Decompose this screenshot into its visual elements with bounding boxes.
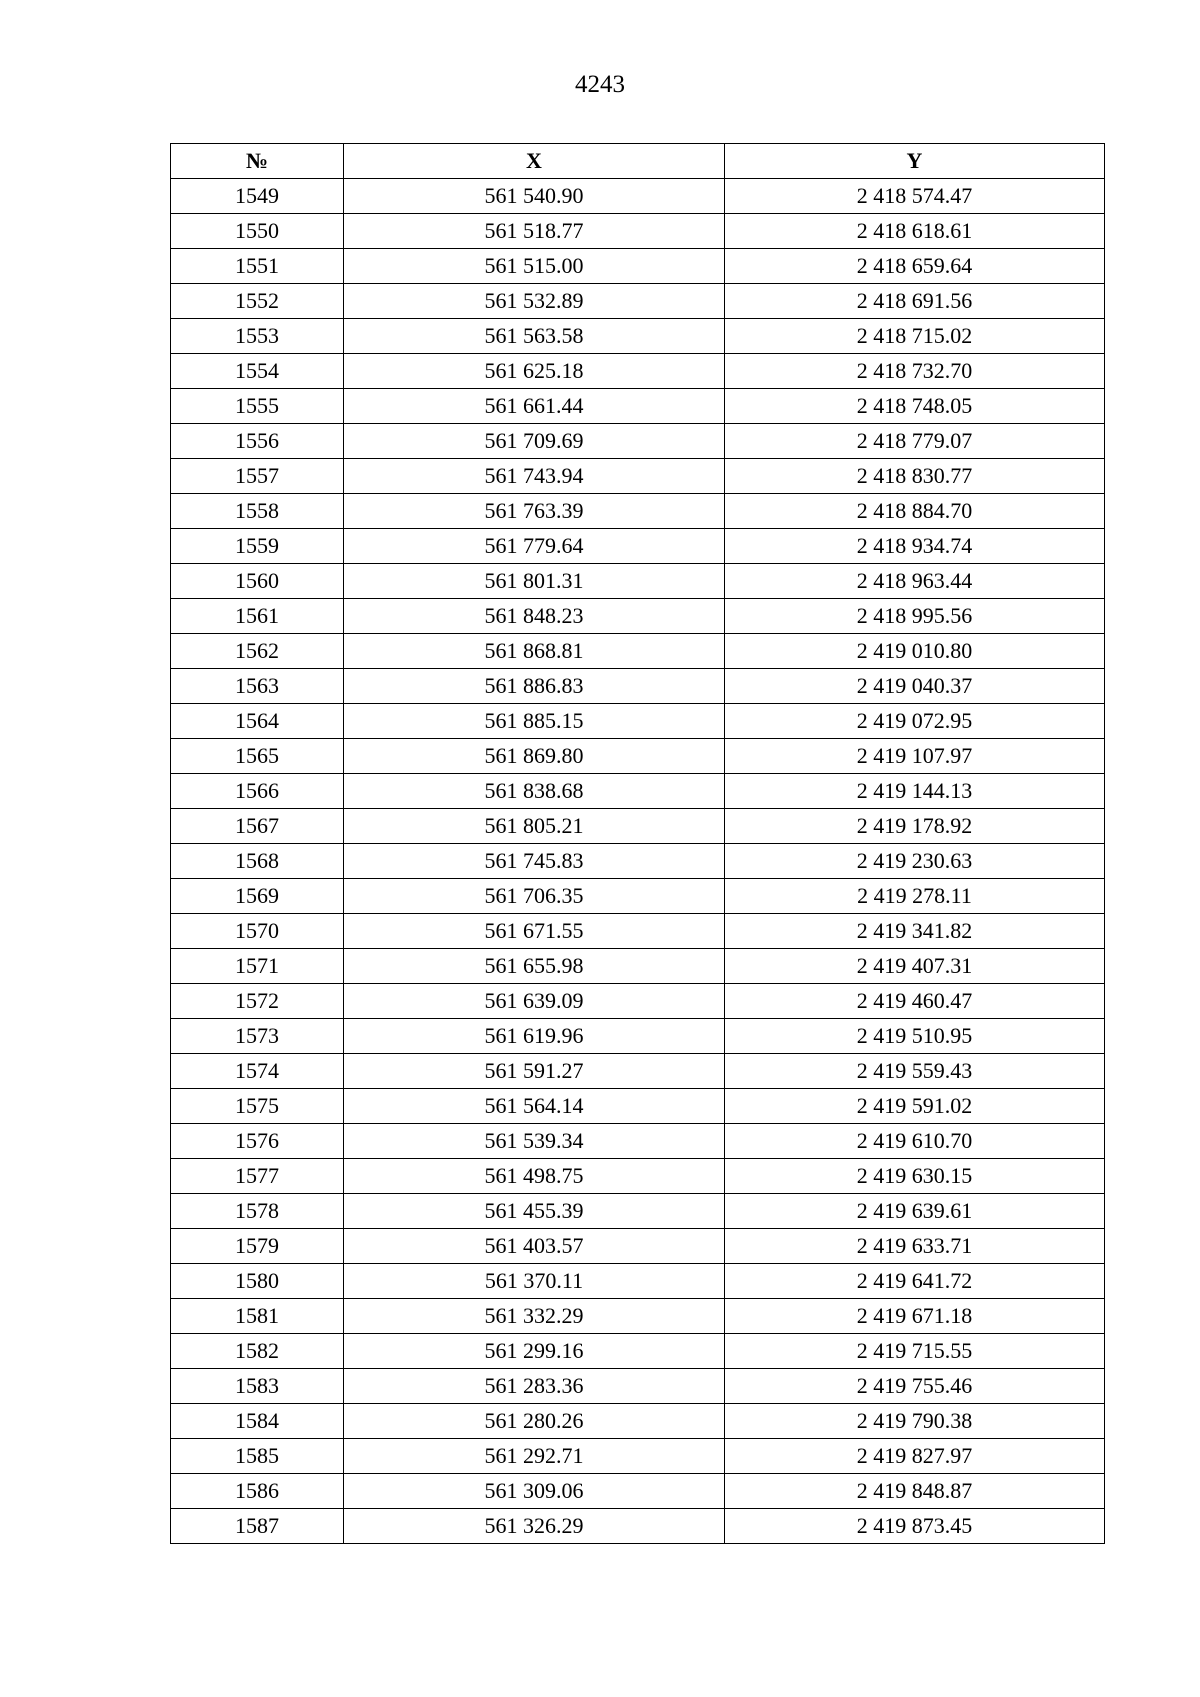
cell-x: 561 309.06 <box>344 1474 725 1509</box>
table-row <box>171 1404 1105 1439</box>
cell-number: 1586 <box>171 1474 344 1509</box>
table-row <box>171 1439 1105 1474</box>
table-row <box>171 564 1105 599</box>
cell-number: 1581 <box>171 1299 344 1334</box>
cell-x: 561 515.00 <box>344 249 725 284</box>
cell-y: 2 419 630.15 <box>725 1159 1105 1194</box>
cell-y: 2 419 278.11 <box>725 879 1105 914</box>
table-row <box>171 739 1105 774</box>
cell-y: 2 419 641.72 <box>725 1264 1105 1299</box>
cell-y: 2 419 407.31 <box>725 949 1105 984</box>
cell-number: 1575 <box>171 1089 344 1124</box>
cell-number: 1571 <box>171 949 344 984</box>
cell-y: 2 418 995.56 <box>725 599 1105 634</box>
cell-x: 561 805.21 <box>344 809 725 844</box>
table-row <box>171 214 1105 249</box>
cell-x: 561 498.75 <box>344 1159 725 1194</box>
cell-number: 1561 <box>171 599 344 634</box>
cell-number: 1550 <box>171 214 344 249</box>
cell-x: 561 801.31 <box>344 564 725 599</box>
table-header <box>171 144 1105 179</box>
cell-number: 1572 <box>171 984 344 1019</box>
cell-y: 2 419 639.61 <box>725 1194 1105 1229</box>
cell-y: 2 419 827.97 <box>725 1439 1105 1474</box>
cell-number: 1551 <box>171 249 344 284</box>
cell-y: 2 418 748.05 <box>725 389 1105 424</box>
table-row <box>171 319 1105 354</box>
table-row <box>171 844 1105 879</box>
cell-y: 2 418 830.77 <box>725 459 1105 494</box>
cell-number: 1562 <box>171 634 344 669</box>
cell-y: 2 418 618.61 <box>725 214 1105 249</box>
cell-x: 561 869.80 <box>344 739 725 774</box>
table-row <box>171 1194 1105 1229</box>
cell-y: 2 419 144.13 <box>725 774 1105 809</box>
cell-y: 2 419 633.71 <box>725 1229 1105 1264</box>
table-row <box>171 809 1105 844</box>
cell-x: 561 283.36 <box>344 1369 725 1404</box>
cell-y: 2 418 934.74 <box>725 529 1105 564</box>
table-row <box>171 1474 1105 1509</box>
cell-y: 2 419 010.80 <box>725 634 1105 669</box>
cell-x: 561 706.35 <box>344 879 725 914</box>
cell-x: 561 540.90 <box>344 179 725 214</box>
cell-number: 1573 <box>171 1019 344 1054</box>
table-row <box>171 599 1105 634</box>
cell-number: 1587 <box>171 1509 344 1544</box>
cell-x: 561 299.16 <box>344 1334 725 1369</box>
table-row <box>171 1019 1105 1054</box>
page-number: 4243 <box>575 71 625 98</box>
cell-y: 2 419 107.97 <box>725 739 1105 774</box>
cell-x: 561 763.39 <box>344 494 725 529</box>
cell-number: 1552 <box>171 284 344 319</box>
cell-number: 1576 <box>171 1124 344 1159</box>
cell-x: 561 671.55 <box>344 914 725 949</box>
cell-number: 1574 <box>171 1054 344 1089</box>
table-row <box>171 1229 1105 1264</box>
cell-x: 561 619.96 <box>344 1019 725 1054</box>
cell-y: 2 419 848.87 <box>725 1474 1105 1509</box>
table-row <box>171 179 1105 214</box>
header-x: X <box>344 144 725 179</box>
cell-x: 561 532.89 <box>344 284 725 319</box>
cell-number: 1567 <box>171 809 344 844</box>
table-row <box>171 284 1105 319</box>
cell-number: 1555 <box>171 389 344 424</box>
table-row <box>171 949 1105 984</box>
table-row <box>171 1089 1105 1124</box>
cell-number: 1580 <box>171 1264 344 1299</box>
cell-y: 2 419 510.95 <box>725 1019 1105 1054</box>
table-row <box>171 529 1105 564</box>
cell-x: 561 326.29 <box>344 1509 725 1544</box>
cell-y: 2 418 691.56 <box>725 284 1105 319</box>
cell-number: 1566 <box>171 774 344 809</box>
cell-x: 561 539.34 <box>344 1124 725 1159</box>
cell-y: 2 418 884.70 <box>725 494 1105 529</box>
table-row <box>171 1264 1105 1299</box>
table-row <box>171 634 1105 669</box>
cell-y: 2 419 559.43 <box>725 1054 1105 1089</box>
cell-x: 561 455.39 <box>344 1194 725 1229</box>
table-row <box>171 459 1105 494</box>
cell-number: 1582 <box>171 1334 344 1369</box>
cell-number: 1560 <box>171 564 344 599</box>
table-row <box>171 424 1105 459</box>
cell-number: 1559 <box>171 529 344 564</box>
cell-x: 561 625.18 <box>344 354 725 389</box>
table-row <box>171 669 1105 704</box>
cell-x: 561 564.14 <box>344 1089 725 1124</box>
cell-x: 561 292.71 <box>344 1439 725 1474</box>
cell-x: 561 518.77 <box>344 214 725 249</box>
cell-number: 1579 <box>171 1229 344 1264</box>
cell-y: 2 418 963.44 <box>725 564 1105 599</box>
cell-y: 2 418 574.47 <box>725 179 1105 214</box>
cell-x: 561 370.11 <box>344 1264 725 1299</box>
cell-number: 1565 <box>171 739 344 774</box>
cell-x: 561 403.57 <box>344 1229 725 1264</box>
cell-x: 561 709.69 <box>344 424 725 459</box>
cell-x: 561 838.68 <box>344 774 725 809</box>
table-row <box>171 1299 1105 1334</box>
cell-x: 561 743.94 <box>344 459 725 494</box>
cell-number: 1558 <box>171 494 344 529</box>
cell-x: 561 868.81 <box>344 634 725 669</box>
table-row <box>171 704 1105 739</box>
header-number: № <box>171 144 344 179</box>
cell-number: 1583 <box>171 1369 344 1404</box>
table-row <box>171 1334 1105 1369</box>
cell-y: 2 419 341.82 <box>725 914 1105 949</box>
cell-y: 2 419 610.70 <box>725 1124 1105 1159</box>
cell-number: 1563 <box>171 669 344 704</box>
cell-x: 561 848.23 <box>344 599 725 634</box>
cell-y: 2 418 779.07 <box>725 424 1105 459</box>
cell-y: 2 419 671.18 <box>725 1299 1105 1334</box>
cell-x: 561 655.98 <box>344 949 725 984</box>
table-row <box>171 914 1105 949</box>
header-row <box>171 144 1105 179</box>
cell-y: 2 418 659.64 <box>725 249 1105 284</box>
cell-number: 1553 <box>171 319 344 354</box>
cell-y: 2 418 715.02 <box>725 319 1105 354</box>
cell-y: 2 419 072.95 <box>725 704 1105 739</box>
cell-x: 561 280.26 <box>344 1404 725 1439</box>
cell-x: 561 563.58 <box>344 319 725 354</box>
coordinates-table <box>170 143 1105 1544</box>
cell-x: 561 886.83 <box>344 669 725 704</box>
table-row <box>171 984 1105 1019</box>
cell-number: 1554 <box>171 354 344 389</box>
table-row <box>171 1369 1105 1404</box>
cell-number: 1578 <box>171 1194 344 1229</box>
cell-y: 2 419 040.37 <box>725 669 1105 704</box>
cell-y: 2 419 790.38 <box>725 1404 1105 1439</box>
cell-y: 2 418 732.70 <box>725 354 1105 389</box>
table-row <box>171 879 1105 914</box>
cell-x: 561 779.64 <box>344 529 725 564</box>
table-row <box>171 494 1105 529</box>
cell-number: 1568 <box>171 844 344 879</box>
table-row <box>171 389 1105 424</box>
table-row <box>171 774 1105 809</box>
table-body <box>171 179 1105 1544</box>
cell-y: 2 419 178.92 <box>725 809 1105 844</box>
table-row <box>171 1054 1105 1089</box>
cell-number: 1577 <box>171 1159 344 1194</box>
table-row <box>171 249 1105 284</box>
cell-y: 2 419 873.45 <box>725 1509 1105 1544</box>
table-row <box>171 354 1105 389</box>
cell-number: 1564 <box>171 704 344 739</box>
cell-x: 561 885.15 <box>344 704 725 739</box>
cell-x: 561 591.27 <box>344 1054 725 1089</box>
cell-x: 561 661.44 <box>344 389 725 424</box>
table-row <box>171 1509 1105 1544</box>
cell-number: 1556 <box>171 424 344 459</box>
cell-y: 2 419 591.02 <box>725 1089 1105 1124</box>
cell-number: 1549 <box>171 179 344 214</box>
cell-y: 2 419 460.47 <box>725 984 1105 1019</box>
cell-x: 561 639.09 <box>344 984 725 1019</box>
cell-number: 1557 <box>171 459 344 494</box>
cell-y: 2 419 715.55 <box>725 1334 1105 1369</box>
table-row <box>171 1159 1105 1194</box>
cell-x: 561 745.83 <box>344 844 725 879</box>
table-row <box>171 1124 1105 1159</box>
cell-number: 1585 <box>171 1439 344 1474</box>
cell-x: 561 332.29 <box>344 1299 725 1334</box>
cell-y: 2 419 755.46 <box>725 1369 1105 1404</box>
cell-y: 2 419 230.63 <box>725 844 1105 879</box>
cell-number: 1570 <box>171 914 344 949</box>
header-y: Y <box>725 144 1105 179</box>
cell-number: 1584 <box>171 1404 344 1439</box>
cell-number: 1569 <box>171 879 344 914</box>
